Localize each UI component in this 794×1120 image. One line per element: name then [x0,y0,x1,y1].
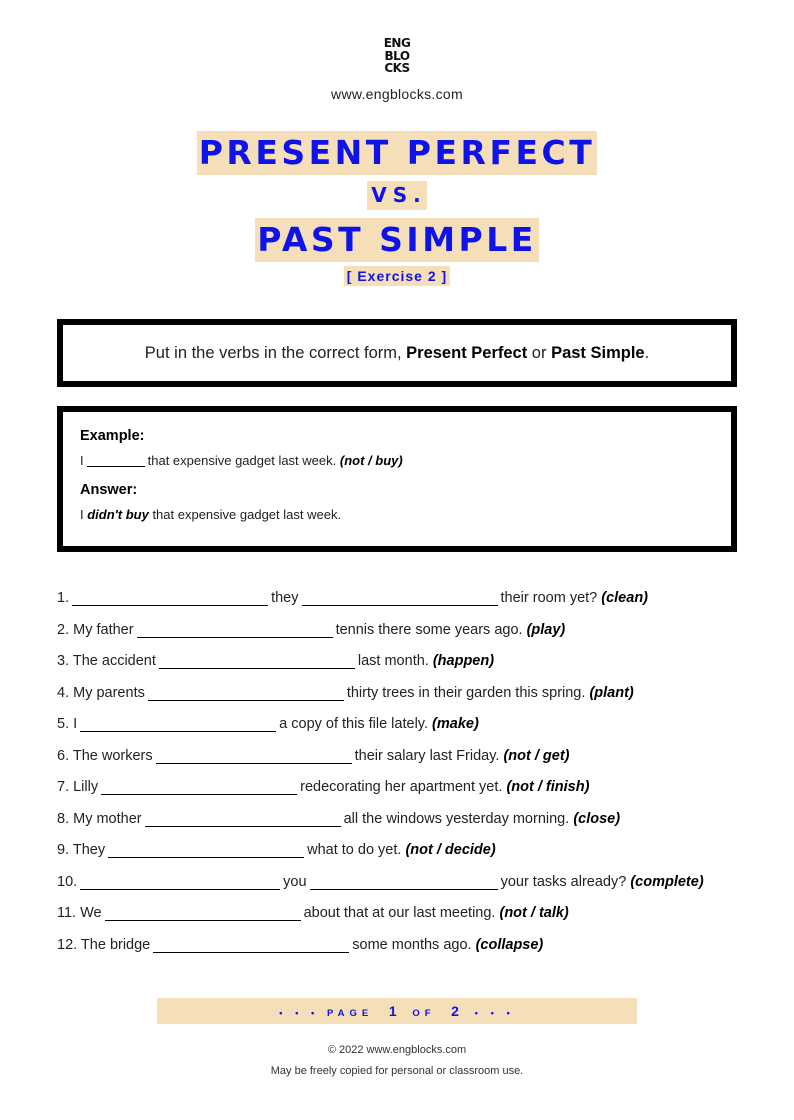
item-rest: about that at our last meeting. [303,905,496,921]
title-present-perfect: PRESENT PERFECT [197,131,598,175]
logo-line: CKS [384,61,410,75]
answer-blank[interactable] [80,717,276,732]
answer-blank[interactable] [145,812,341,827]
title-line-1 [0,131,794,175]
answer-blank[interactable] [159,654,355,669]
pager-current-page: 1 [388,1003,397,1019]
answer-blank[interactable] [153,938,349,953]
logo-line: BLO [384,48,410,63]
exercise-list [57,590,757,968]
answer-subject: I [80,507,88,522]
verb-hint: (not / finish) [506,779,590,795]
exercise-item-11 [57,905,757,937]
example-rest: that expensive gadget last week. [147,453,337,468]
item-prefix: 10. [57,873,78,890]
instruction-box [57,319,737,387]
title-vs: VS. [367,181,426,210]
exercise-item-7 [57,779,757,811]
exercise-label-wrap [0,266,794,286]
exercise-item-8 [57,811,757,843]
exercise-item-5 [57,716,757,748]
instruction-period: . [644,344,650,362]
answer-blank[interactable] [80,875,280,890]
item-rest: their salary last Friday. [354,747,500,764]
answer-blank[interactable] [101,780,297,795]
verb-hint: (close) [573,810,621,827]
verb-hint: (plant) [589,684,634,701]
answer-blank[interactable] [310,875,498,890]
example-box [57,406,737,552]
verb-hint: (complete) [630,873,704,890]
verb-hint: (not / decide) [405,842,496,858]
item-rest: their room yet? [500,590,598,606]
instruction-present-perfect: Present Perfect [406,344,528,362]
item-prefix: 7. Lilly [57,779,99,795]
item-prefix: 3. The accident [57,653,156,669]
instruction-past-simple: Past Simple [551,344,645,362]
example-blank [87,466,145,467]
item-middle: you [283,873,307,890]
exercise-item-10 [57,874,757,906]
item-rest: last month. [357,653,429,669]
title-past-simple: PAST SIMPLE [255,218,539,262]
engblocks-logo [0,37,794,75]
answer-sentence [80,507,403,522]
answer-blank[interactable] [105,906,301,921]
example-content [80,428,403,522]
page-indicator [157,998,637,1024]
verb-hint: (not / talk) [499,905,569,921]
example-subject: I [80,453,84,468]
exercise-item-4 [57,685,757,717]
exercise-item-3 [57,653,757,685]
site-url[interactable]: www.engblocks.com [331,86,463,102]
item-rest: thirty trees in their garden this spring. [346,684,586,701]
item-prefix: 9. They [57,842,106,858]
pager-dots-left: • • • [279,1008,320,1019]
answer-blank[interactable] [302,591,498,606]
answer-blank[interactable] [156,749,352,764]
answer-blank[interactable] [72,591,268,606]
item-prefix: 8. My mother [57,810,142,827]
item-rest: your tasks already? [500,873,627,890]
verb-hint: (make) [432,716,479,732]
verb-hint: (happen) [432,653,495,669]
item-rest: redecorating her apartment yet. [300,779,503,795]
answer-blank[interactable] [148,686,344,701]
footer-copyright: © 2022 www.engblocks.com [327,1044,467,1056]
item-prefix: 4. My parents [57,684,145,701]
answer-heading: Answer: [80,482,138,498]
item-prefix: 11. We [57,905,102,921]
verb-hint: (clean) [601,590,649,606]
item-prefix: 12. The bridge [57,936,151,953]
item-prefix: 5. I [57,716,78,732]
footer-note: May be freely copied for personal or classroom use. [270,1065,524,1077]
exercise-item-9 [57,842,757,874]
item-rest: all the windows yesterday morning. [343,810,570,827]
example-hint: (not / buy) [339,453,403,468]
example-heading: Example: [80,428,145,444]
exercise-item-12 [57,937,757,969]
title-line-2 [0,181,794,210]
pager-dots-right: • • • [474,1008,515,1019]
instruction-or: or [527,344,552,362]
answer-blank[interactable] [137,623,333,638]
title-line-3 [0,218,794,262]
exercise-item-1 [57,590,757,622]
logo-line: ENG [383,36,411,50]
pager-total-pages: 2 [451,1003,459,1019]
item-prefix: 1. [57,590,70,606]
example-sentence [80,453,403,468]
item-middle: they [271,590,299,606]
answer-blank[interactable] [108,843,304,858]
exercise-item-2 [57,622,757,654]
instruction-pre: Put in the verbs in the correct form, [144,344,407,362]
verb-hint: (play) [526,621,566,638]
verb-hint: (not / get) [503,747,570,764]
item-rest: tennis there some years ago. [335,621,523,638]
pager-page-label: PAGE [327,1008,374,1019]
item-rest: what to do yet. [307,842,402,858]
pager-of-label: OF [412,1008,436,1019]
answer-verb: didn't buy [87,507,149,522]
item-rest: some months ago. [352,936,472,953]
item-prefix: 6. The workers [57,747,153,764]
exercise-item-6 [57,748,757,780]
item-prefix: 2. My father [57,621,134,638]
exercise-label: [ Exercise 2 ] [344,266,450,286]
answer-rest: that expensive gadget last week. [148,507,342,522]
instruction-text [145,344,649,362]
verb-hint: (collapse) [475,936,544,953]
item-rest: a copy of this file lately. [279,716,428,732]
